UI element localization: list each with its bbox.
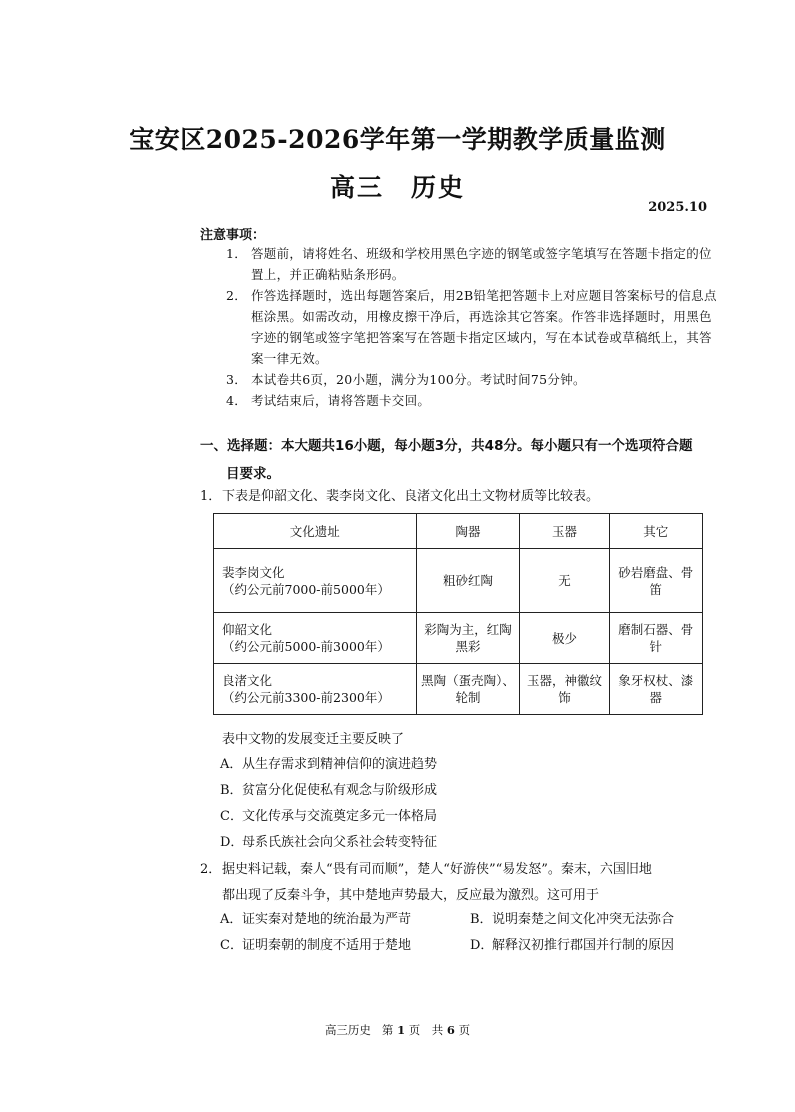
- notice-item-text: 考试结束后，请将答题卡交回。: [251, 393, 431, 408]
- site-period: （约公元前3300-前2300年）: [222, 690, 390, 705]
- option-text: 贫富分化促使私有观念与阶级形成: [242, 783, 438, 798]
- notice-item-number: 4．: [226, 393, 248, 408]
- notice-item: [226, 285, 721, 369]
- footer-page-total: 6: [446, 1023, 455, 1037]
- exam-date: 2025.10: [648, 200, 707, 215]
- question-2: [200, 857, 725, 909]
- footer-page-mid: 页 共: [408, 1023, 444, 1037]
- option-a: [220, 907, 470, 933]
- option-letter: C．: [220, 809, 243, 824]
- table-row: [214, 549, 703, 613]
- site-name: 仰韶文化: [222, 622, 273, 637]
- site-period: （约公元前5000-前3000年）: [222, 639, 390, 654]
- notice-item-text: 答题前，请将姓名、班级和学校用黑色字迹的钢笔或签字笔填写在答题卡指定的位置上，并正确粘贴条形码。: [251, 246, 712, 282]
- page-footer: [0, 1022, 795, 1038]
- table-row: [214, 613, 703, 664]
- option-text: 解释汉初推行郡国并行制的原因: [492, 938, 675, 953]
- table-cell-other: 象牙权杖、漆器: [609, 664, 702, 715]
- notice-list: [226, 243, 721, 411]
- table-header-cell: 其它: [609, 514, 702, 549]
- notice-item-number: 1．: [226, 246, 248, 261]
- table-row: [214, 664, 703, 715]
- question-number: 1．: [200, 489, 222, 504]
- notice-item: [226, 243, 721, 285]
- question-text: 下表是仰韶文化、裴李岗文化、良渚文化出土文物材质等比较表。: [222, 489, 600, 504]
- question-1-stem: 表中文物的发展变迁主要反映了: [222, 732, 405, 747]
- notice-item: [226, 390, 721, 411]
- exam-subtitle: 高三 历史: [329, 173, 465, 202]
- notice-item: [226, 369, 721, 390]
- table-cell-other: 磨制石器、骨针: [609, 613, 702, 664]
- question-1: [200, 484, 725, 510]
- table-cell-pottery: 粗砂红陶: [416, 549, 520, 613]
- option-letter: A．: [220, 757, 243, 772]
- table-header-row: [214, 514, 703, 549]
- option-d: [470, 933, 720, 959]
- section-heading: [200, 432, 725, 488]
- question-text-line1: 据史料记载，秦人“畏有司而顺”，楚人“好游侠”“易发怒”。秦末，六国旧地: [222, 862, 652, 877]
- footer-page-prefix: 第: [381, 1023, 394, 1037]
- relic-comparison-table: [213, 513, 703, 715]
- table-cell-jade: 玉器，神徽纹饰: [520, 664, 609, 715]
- site-name: 良渚文化: [222, 673, 273, 688]
- footer-page-suffix: 页: [458, 1023, 471, 1037]
- notice-item-number: 2．: [226, 288, 248, 303]
- question-text-line2: 都出现了反秦斗争，其中楚地声势最大，反应最为激烈。这可用于: [222, 888, 600, 903]
- notice-item-number: 3．: [226, 372, 248, 387]
- section-heading-line1: 一、选择题：本大题共16小题，每小题3分，共48分。每小题只有一个选项符合题: [200, 438, 693, 454]
- table-cell-site: [214, 613, 417, 664]
- option-b: [470, 907, 720, 933]
- option-text: 从生存需求到精神信仰的演进趋势: [242, 757, 438, 772]
- table-cell-jade: 无: [520, 549, 609, 613]
- option-letter: B．: [470, 912, 493, 927]
- option-letter: B．: [220, 783, 243, 798]
- option-b: [220, 778, 720, 804]
- option-text: 母系氏族社会向父系社会转变特征: [242, 835, 438, 850]
- options-row: [220, 907, 720, 933]
- section-heading-line2: 目要求。: [226, 466, 280, 482]
- footer-page-number: 1: [397, 1023, 406, 1037]
- option-letter: A．: [220, 912, 243, 927]
- table-header-cell: 文化遗址: [214, 514, 417, 549]
- option-text: 证实秦对楚地的统治最为严苛: [242, 912, 412, 927]
- option-letter: C．: [220, 938, 243, 953]
- notice-heading: 注意事项：: [200, 228, 266, 243]
- table-cell-other: 砂岩磨盘、骨笛: [609, 549, 702, 613]
- question-number: 2．: [200, 862, 222, 877]
- notice-item-text: 作答选择题时，选出每题答案后，用2B铅笔把答题卡上对应题目答案标号的信息点框涂黑。如需改动，用橡皮擦干净后，再选涂其它答案。作答非选择题时，用黑色字迹的钢笔或签字笔把答案写在答题卡指定区域内，写在本试卷或草稿纸上，其答案一律无效。: [251, 288, 717, 366]
- option-text: 说明秦楚之间文化冲突无法弥合: [492, 912, 675, 927]
- table-cell-jade: 极少: [520, 613, 609, 664]
- site-period: （约公元前7000-前5000年）: [222, 581, 390, 597]
- option-c: [220, 804, 720, 830]
- option-text: 文化传承与交流奠定多元一体格局: [242, 809, 438, 824]
- table-header-cell: 玉器: [520, 514, 609, 549]
- table-cell-site: [214, 664, 417, 715]
- option-d: [220, 830, 720, 856]
- option-c: [220, 933, 470, 959]
- question-1-options: [220, 752, 720, 856]
- table-cell-site: [214, 549, 417, 613]
- table-cell-pottery: 黑陶（蛋壳陶）、轮制: [416, 664, 520, 715]
- site-name: 裴李岗文化: [222, 564, 285, 580]
- table-cell-pottery: 彩陶为主，红陶黑彩: [416, 613, 520, 664]
- footer-subject: 高三历史: [324, 1023, 371, 1037]
- exam-title: 宝安区2025-2026学年第一学期教学质量监测: [129, 125, 666, 154]
- table-header-cell: 陶器: [416, 514, 520, 549]
- option-a: [220, 752, 720, 778]
- option-text: 证明秦朝的制度不适用于楚地: [242, 938, 412, 953]
- notice-item-text: 本试卷共6页，20小题，满分为100分。考试时间75分钟。: [251, 372, 586, 387]
- option-letter: D．: [470, 938, 494, 953]
- question-2-options: [220, 907, 720, 959]
- options-row: [220, 933, 720, 959]
- option-letter: D．: [220, 835, 244, 850]
